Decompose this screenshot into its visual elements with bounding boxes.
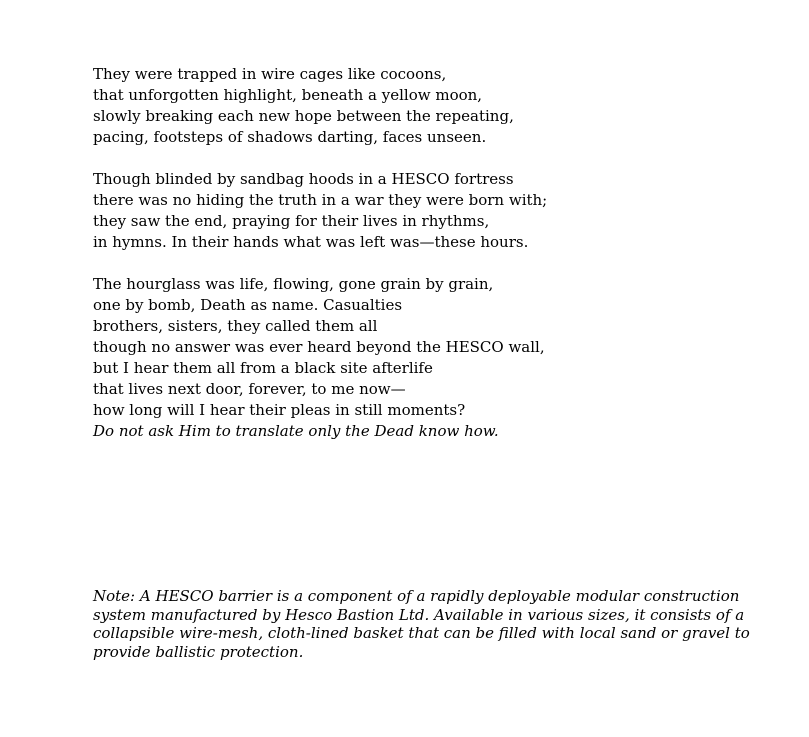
poem <box>93 64 793 463</box>
poem-line: how long will I hear their pleas in still moments? <box>93 401 466 419</box>
footnote <box>93 587 750 661</box>
poem-line: that unforgotten highlight, beneath a yellow moon, <box>93 86 483 104</box>
stanza-3 <box>93 274 793 442</box>
poem-line: one by bomb, Death as name. Casualties <box>93 296 403 314</box>
poem-line: brothers, sisters, they called them all <box>93 317 378 335</box>
poem-line: though no answer was ever heard beyond the HESCO wall, <box>93 338 545 356</box>
poem-line: that lives next door, forever, to me now— <box>93 380 406 398</box>
footnote-line: collapsible wire-mesh, cloth-lined basket that can be filled with local sand or gravel to <box>93 624 750 642</box>
poem-line: slowly breaking each new hope between the repeating, <box>93 107 514 125</box>
poem-closing-line: Do not ask Him to translate only the Dead know how. <box>93 422 499 440</box>
poem-line: they saw the end, praying for their lives in rhythms, <box>93 212 490 230</box>
stanza-2 <box>93 169 793 253</box>
poem-line: The hourglass was life, flowing, gone grain by grain, <box>93 275 494 293</box>
footnote-line: provide ballistic protection. <box>93 642 304 661</box>
poem-line: They were trapped in wire cages like cocoons, <box>93 65 447 83</box>
poem-line: in hymns. In their hands what was left was—these hours. <box>93 233 529 251</box>
stanza-1 <box>93 64 793 148</box>
poem-line: Though blinded by sandbag hoods in a HESCO fortress <box>93 170 514 188</box>
poem-line: pacing, footsteps of shadows darting, faces unseen. <box>93 128 487 146</box>
poem-line: but I hear them all from a black site afterlife <box>93 359 433 377</box>
footnote-line: Note: A HESCO barrier is a component of a rapidly deployable modular construction <box>93 587 740 605</box>
footnote-line: system manufactured by Hesco Bastion Ltd. Available in various sizes, it consists of a <box>93 605 745 624</box>
poem-line: there was no hiding the truth in a war they were born with; <box>93 191 548 209</box>
